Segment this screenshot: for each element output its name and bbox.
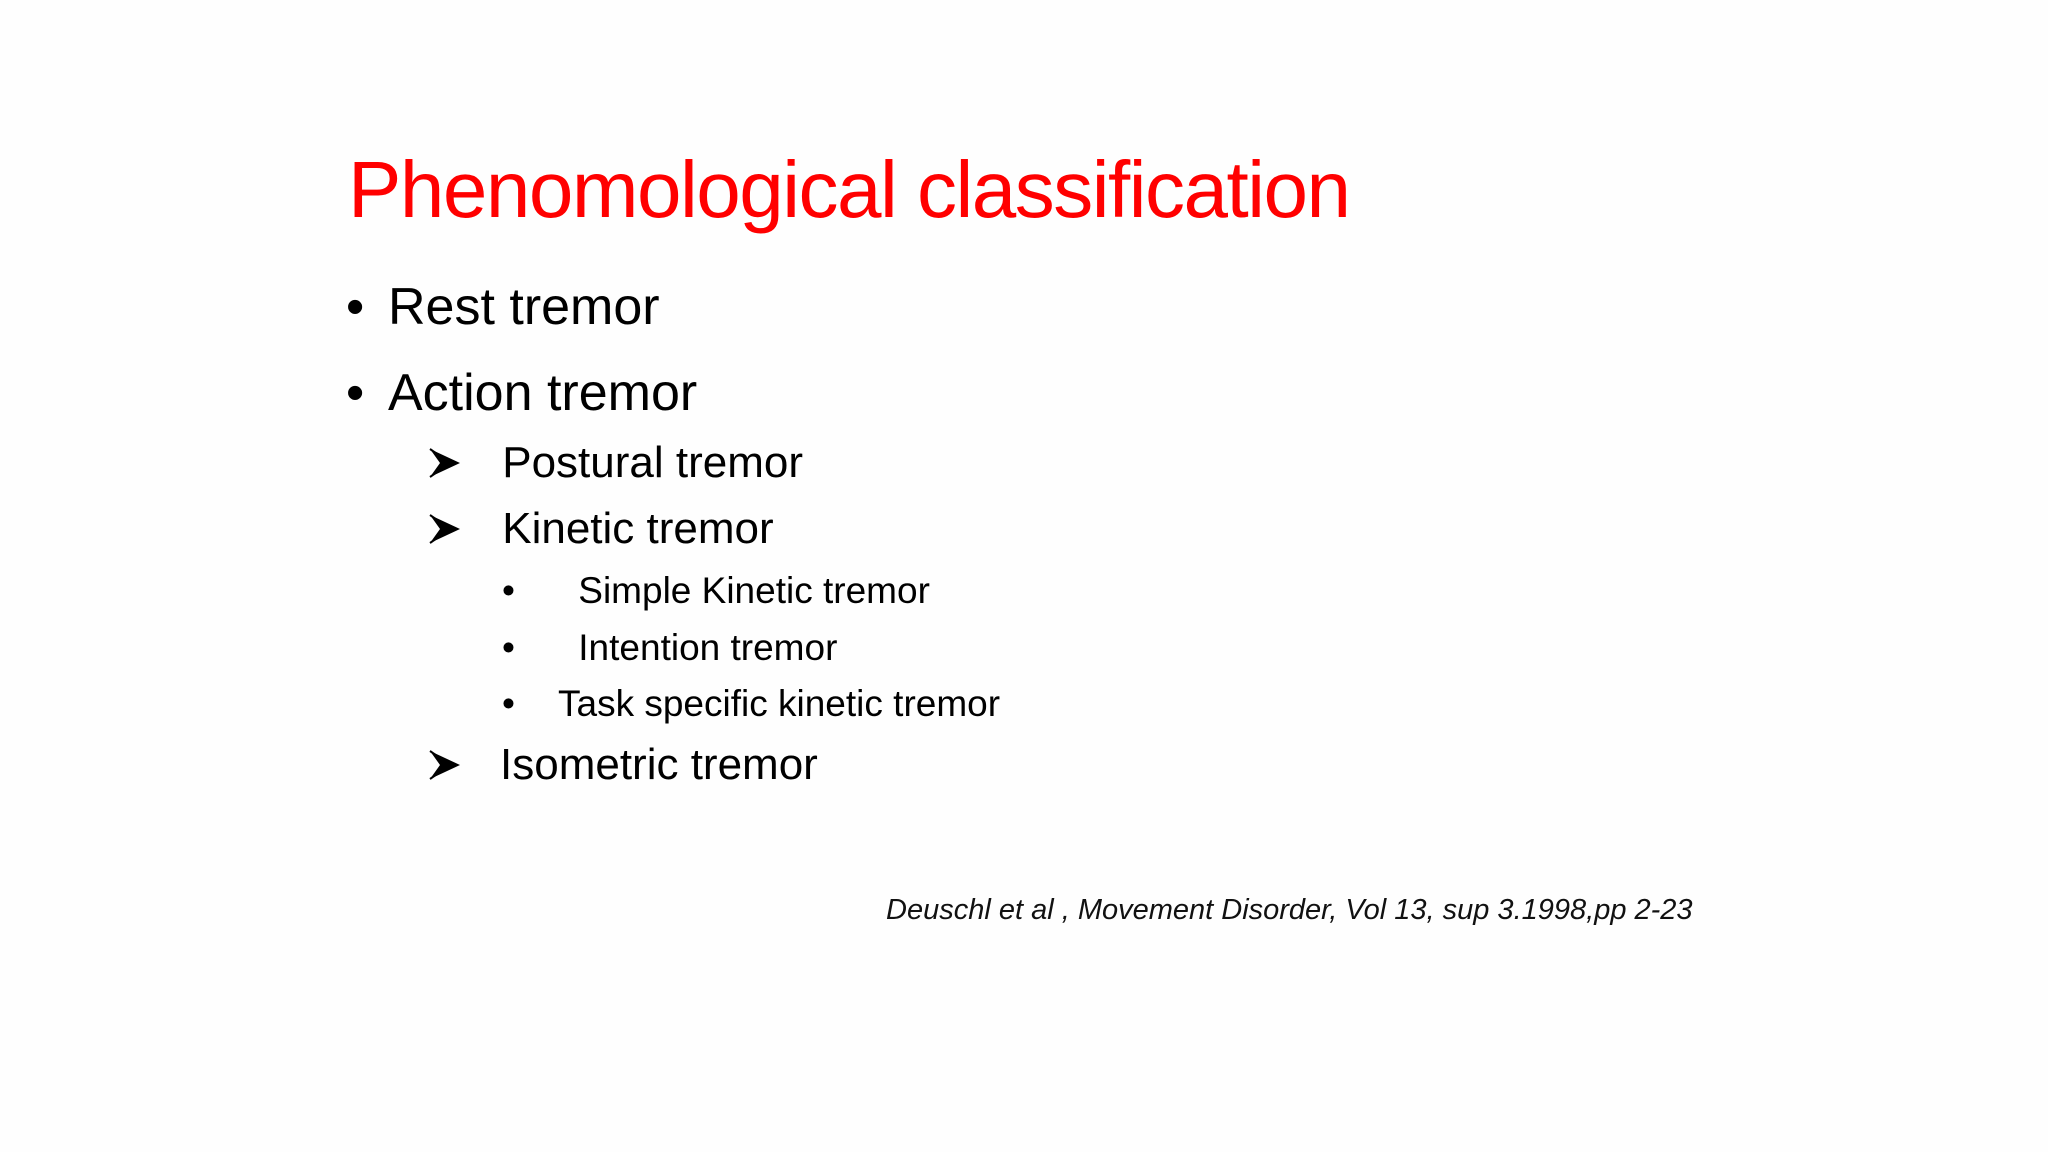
arrowhead-icon — [428, 513, 490, 545]
sub-item-text: Postural tremor — [490, 438, 803, 487]
bullet-dot-icon: • — [502, 627, 515, 668]
sub-item-text: Kinetic tremor — [490, 504, 774, 553]
sub-sub-item-task-specific-kinetic-tremor — [502, 681, 1000, 727]
bullet-dot-icon: • — [346, 278, 365, 336]
arrowhead-icon — [428, 447, 490, 479]
sub-sub-item-text: Task specific kinetic tremor — [558, 683, 1001, 724]
slide-title: Phenomological classification — [348, 145, 1350, 234]
bullet-dot-icon: • — [502, 570, 515, 611]
sub-sub-item-text: Intention tremor — [568, 627, 838, 668]
sub-item-text: Isometric tremor — [500, 740, 818, 789]
bullet-text: Action tremor — [388, 364, 698, 422]
bullet-dot-icon: • — [346, 364, 365, 422]
citation: Deuschl et al , Movement Disorder, Vol 13, sup 3.1998,pp 2-23 — [886, 894, 1693, 926]
sub-item-isometric-tremor — [428, 738, 818, 792]
sub-sub-item-simple-kinetic-tremor — [502, 568, 930, 614]
sub-sub-item-text: Simple Kinetic tremor — [568, 570, 930, 611]
arrowhead-icon — [428, 749, 500, 781]
bullet-item-rest-tremor — [346, 276, 660, 338]
bullet-text: Rest tremor — [388, 278, 660, 336]
bullet-dot-icon: • — [502, 683, 515, 724]
sub-item-kinetic-tremor — [428, 502, 774, 556]
sub-sub-item-intention-tremor — [502, 625, 837, 671]
sub-item-postural-tremor — [428, 436, 803, 490]
bullet-item-action-tremor — [346, 362, 697, 424]
